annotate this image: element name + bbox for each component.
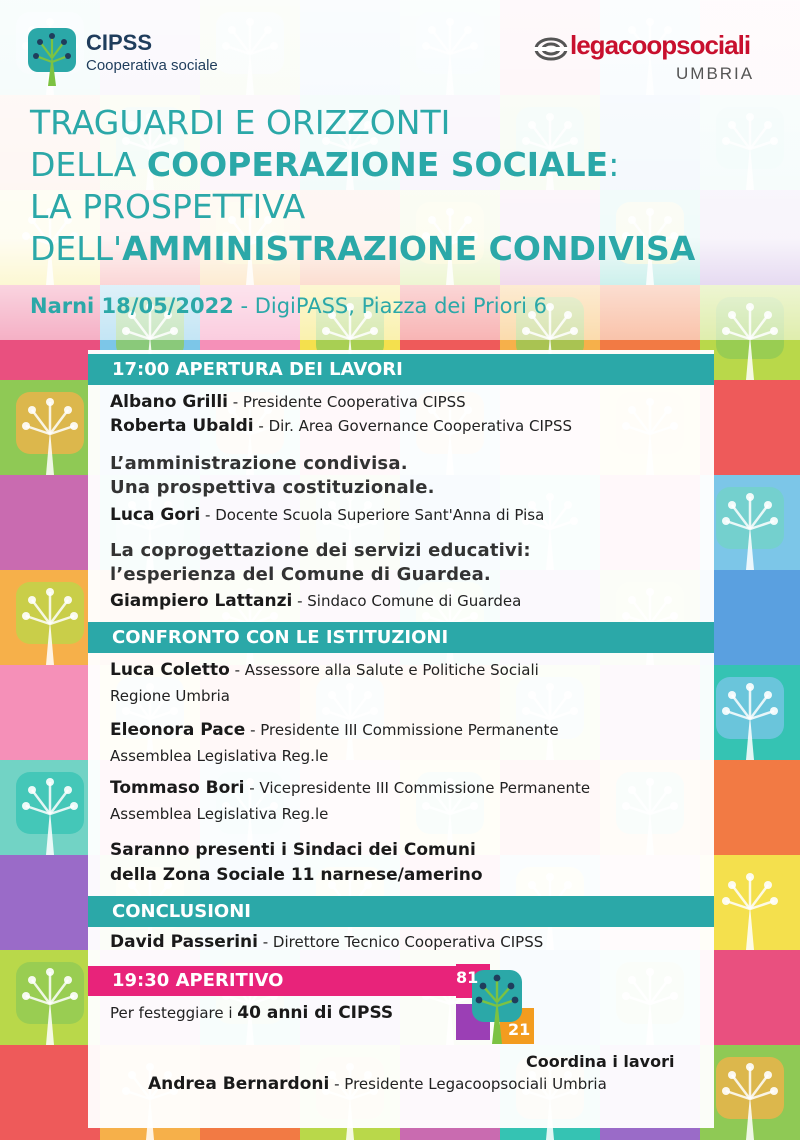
- mosaic-tile: [700, 380, 800, 475]
- cipss-subtitle: Cooperativa sociale: [86, 57, 218, 74]
- cipss-name: CIPSS: [86, 30, 153, 55]
- speaker-bori-org: Assemblea Legislativa Reg.le: [110, 805, 329, 823]
- legacoop-name: legacoopsociali: [570, 30, 751, 60]
- coordinator: Andrea Bernardoni - Presidente Legacoopsociali Umbria: [148, 1074, 607, 1094]
- title-line-4: DELL'AMMINISTRAZIONE CONDIVISA: [30, 229, 696, 268]
- speaker-pace: Eleonora Pace - Presidente III Commissione Permanente: [110, 720, 559, 740]
- event-date: Narni 18/05/2022: [30, 294, 234, 318]
- badge-year-end: 21: [508, 1020, 531, 1039]
- speaker-gori: Luca Gori - Docente Scuola Superiore Sant'Anna di Pisa: [110, 505, 545, 525]
- title-line-2: DELLA COOPERAZIONE SOCIALE:: [30, 145, 620, 184]
- badge-year-start: 81: [456, 968, 479, 987]
- section-apertura: 17:00 APERTURA DEI LAVORI: [88, 354, 714, 385]
- mosaic-tile: [700, 570, 800, 665]
- mosaic-tile: [700, 950, 800, 1045]
- aperitivo-text: Per festeggiare i 40 anni di CIPSS: [110, 1003, 394, 1023]
- speaker-lattanzi: Giampiero Lattanzi - Sindaco Comune di Guardea: [110, 591, 522, 611]
- legacoop-swirl-icon: [534, 36, 568, 62]
- event-location: - DigiPASS, Piazza dei Priori 6: [233, 294, 547, 318]
- title-line-3: LA PROSPETTIVA: [30, 187, 306, 226]
- speaker-bori: Tommaso Bori - Vicepresidente III Commissione Permanente: [110, 778, 591, 798]
- legacoop-region: UMBRIA: [676, 64, 755, 83]
- speaker-ubaldi: Roberta Ubaldi - Dir. Area Governance Cooperativa CIPSS: [110, 416, 572, 436]
- speaker-pace-org: Assemblea Legislativa Reg.le: [110, 747, 329, 765]
- event-title: [30, 102, 790, 270]
- section-conclusioni: CONCLUSIONI: [88, 896, 714, 927]
- mosaic-tile: [700, 760, 800, 855]
- anniversary-badge: [456, 964, 534, 1044]
- mosaic-tile: [0, 665, 100, 760]
- coordina-label: Coordina i lavori: [526, 1052, 675, 1071]
- section-aperitivo: 19:30 APERITIVO: [88, 966, 490, 996]
- mosaic-tile: [0, 855, 100, 950]
- talk-amministrazione: L’amministrazione condivisa. Una prospettiva costituzionale.: [110, 453, 435, 498]
- speaker-passerini: David Passerini - Direttore Tecnico Cooperativa CIPSS: [110, 932, 544, 952]
- speaker-grilli: Albano Grilli - Presidente Cooperativa CIPSS: [110, 392, 466, 412]
- mosaic-tile: [0, 1045, 100, 1140]
- speaker-coletto: Luca Coletto - Assessore alla Salute e Politiche Sociali: [110, 660, 539, 680]
- talk-coprogettazione: La coprogettazione dei servizi educativi: l’esperienza del Comune di Guardea.: [110, 540, 531, 585]
- section-confronto: CONFRONTO CON LE ISTITUZIONI: [88, 622, 714, 653]
- cipss-tree-logo-icon: [28, 28, 76, 86]
- sindaci-note: Saranno presenti i Sindaci dei Comuni della Zona Sociale 11 narnese/amerino: [110, 840, 483, 885]
- speaker-coletto-org: Regione Umbria: [110, 687, 230, 705]
- title-line-1: TRAGUARDI E ORIZZONTI: [30, 103, 451, 142]
- mosaic-tile: [0, 475, 100, 570]
- event-date-location: [30, 294, 547, 318]
